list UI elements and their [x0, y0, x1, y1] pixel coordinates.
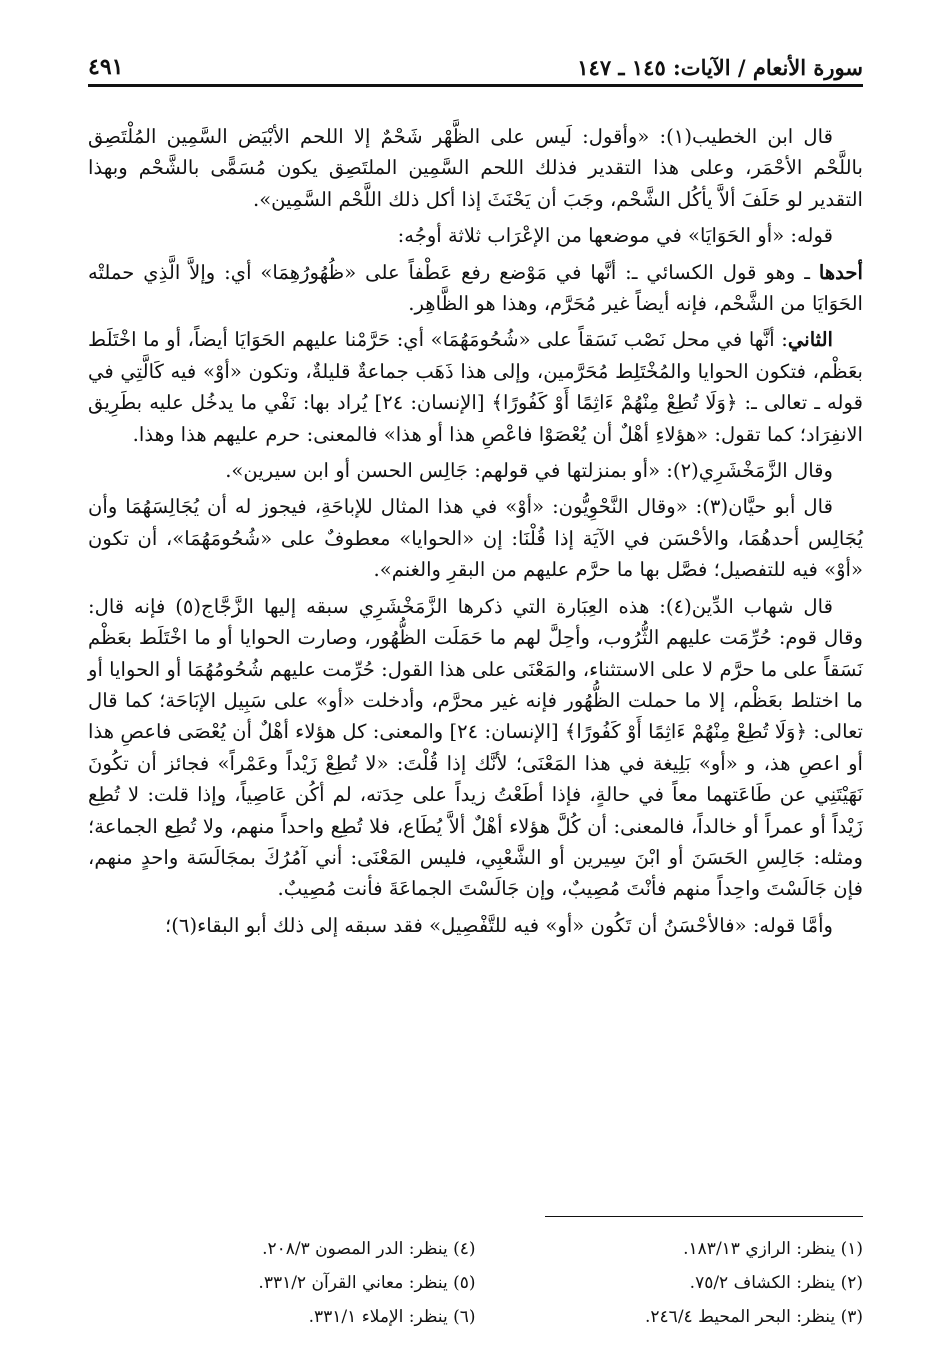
paragraph-text: قوله: «أو الحَوَايَا» في موضعها من الإعْرَاب ثلاثة أوجُه:	[397, 224, 833, 248]
main-text	[88, 121, 863, 941]
paragraph-text: قال أبو حيَّان(٣): «وقال النَّحْوِيُّون: «أوْ» في هذا المثال للإباحَةِ، فيجوز له أن يُجَالِسَهُمَا وأن يُجَالِس أحدهُمَا، والأحْسَن في الآيَة إذا قُلْنَا: إن «الحوايا» معطوفٌ على «شُحُومَهُمَا»، أن تكون «أوْ» فيه للتفصيل؛ فصَّل بها ما حرَّم عليهم من البقرِ والغنم».	[88, 495, 863, 582]
footnote: (١) ينظر: الرازي ١٨٣/١٣.	[683, 1239, 863, 1259]
footnote-divider	[545, 1216, 863, 1217]
paragraph	[88, 910, 863, 941]
book-page	[88, 40, 863, 1350]
paragraph-text: ـ وهو قول الكسائي ـ: أنَّها في مَوْضع رفع عَطْفاً على «ظُهُورُهِمَا» أي: وإلاَّ الَّذِي حملتْه الحَوَايَا من الشَّحْم، فإنه أيضاً غير مُحَرَّم، وهذا هو الظَّاهِر.	[88, 260, 863, 316]
paragraph-text: قال شهاب الدِّين(٤): هذه العِبَارة التي ذكرها الزَّمَخْشَرِي سبقه إليها الزَّجَّاج(٥) فإنه قال: وقال قوم: حُرِّمَت عليهم الثُّرُوب، وأحِلَّ لهم ما حَمَلَت الظُّهُور، وصارت الحوايا أو ما اخْتَلَط بعَظْم نَسَقاً على ما حرَّم لا على الاستثناء، والمَعْنَى على هذا القول: حُرِّمت عليهم شُحُومُهُمَا أو الحوايا أو ما اختلط بعَظْم، إلا ما حملت الظُّهُور فإنه غير محرَّم، وأدخلت «أو» على سَبِيل الإبَاحَة؛ كما قال تعالى: ﴿وَلَا تُطِعْ مِنْهُمْ ءَاثِمًا أَوْ كَفُورًا﴾ [الإنسان: ٢٤] والمعنى: كل هؤلاء أهْلٌ أن يُعْصَى فاعصِ هذا أو اعصِ هذ، و «أو» بَلِيغة في هذا المَعْنَى؛ لأنَّك إذا قُلْتَ: «لا تُطِعْ زَيْداً وعَمْراً» فجائز أن تكُونَ نَهَيْتَنِي عن طَاعَتهما معاً في حالةٍ، فإذا أطَعْتُ زيداً على حِدَته، لم أكُن عَاصِياً، وإذا قلت: لا تُطِع زَيْداً أو عمراً أو خالداً، فالمعنى: أن كُلَّ هؤلاء أهْلٌ ألاَّ يُطَاع، فلا تُطِع واحداً منهم، ولا تُطِع الجماعة؛ ومثله: جَالِسِ الحَسَنَ أو ابْنَ سِيرين أو الشَّعْبِي، فليس المَعْنَى: أني آمُرُكَ بمجَالَسَة واحدٍ منهم، فإن جَالَسْتَ واحِداً منهم فأنْتَ مُصِيبٌ، وإن جَالَسْتَ الجماعَةَ فأنت مُصِيبٌ.	[88, 594, 863, 901]
paragraph-text: : أنَّها في محل نَصْب نَسَقاً على «شُحُومَهُمَا» أي: حَرَّمْنا عليهم الحَوَايَا أيضاً، أو ما اخْتَلَط بعَظْم، فتكون الحوايا والمُخْتَلِط مُحَرَّمين، وإلى هذا ذَهَب جماعةٌ قليلةٌ، وتكون «أوْ» فيه كَالَّتِي في قوله ـ تعالى ـ: ﴿وَلَا تُطِعْ مِنْهُمْ ءَاثِمًا أَوْ كَفُورًا﴾ [الإنسان: ٢٤] يُراد بها: نَفْي ما يدخُل عليه بطَرِيق الانفِرَاد؛ كما تقول: «هؤلاءِ أهْلٌ أن يُعْصَوْا فاعْصِ هذا أو هذا» فالمعنى: حرم عليهم هذا وهذا.	[88, 328, 863, 446]
footnote: (٢) ينظر: الكشاف ٧٥/٢.	[689, 1273, 863, 1293]
paragraph	[88, 220, 863, 251]
footnote: (٣) ينظر: البحر المحيط ٢٤٦/٤.	[645, 1307, 863, 1327]
footnote: (٥) ينظر: معاني القرآن ٣٣١/٢.	[258, 1273, 476, 1293]
footnote: (٦) ينظر: الإملاء ٣٣١/١.	[308, 1307, 476, 1327]
paragraph	[88, 491, 863, 585]
paragraph	[88, 121, 863, 215]
page-number: ٤٩١	[88, 54, 124, 80]
paragraph-text: وأمَّا قوله: «فالأحْسَنُ أن تَكُون «أو» فيه للتَّفْصِيل» فقد سبقه إلى ذلك أبو البقاء(٦)؛	[165, 913, 833, 937]
running-header	[88, 40, 863, 87]
paragraph-label: أحدها	[818, 260, 863, 284]
paragraph	[88, 591, 863, 905]
footnote: (٤) ينظر: الدر المصون ٢٠٨/٣.	[262, 1239, 476, 1259]
footnotes	[88, 1232, 863, 1334]
paragraph	[88, 257, 863, 320]
paragraph-text: قال ابن الخطيب(١): «وأقول: لَيس على الظَّهْر شَحْمٌ إلا اللحم الأبْيَض السَّمِين المُلْتَصِق باللَّحْم الأحْمَر، وعلى هذا التقدير فذلك اللحم السَّمِين الملتَصِق يكون مُسَمًّى بالشَّحْم وبهذا التقدير لو حَلَفَ ألاَّ يأكُل الشَّحْم، وجَبَ أن يَحْنَثَ إذا أكل ذلك اللَّحْم السَّمِين».	[88, 125, 863, 211]
paragraph-label: الثاني	[787, 328, 833, 352]
paragraph-text: وقال الزَّمَخْشَرِي(٢): «أو بمنزلتها في قولهم: جَالِس الحسن أو ابن سيرين».	[225, 459, 833, 483]
paragraph	[88, 324, 863, 450]
paragraph	[88, 455, 863, 486]
surah-title: سورة الأنعام / الآيات: ١٤٥ ـ ١٤٧	[577, 55, 863, 80]
